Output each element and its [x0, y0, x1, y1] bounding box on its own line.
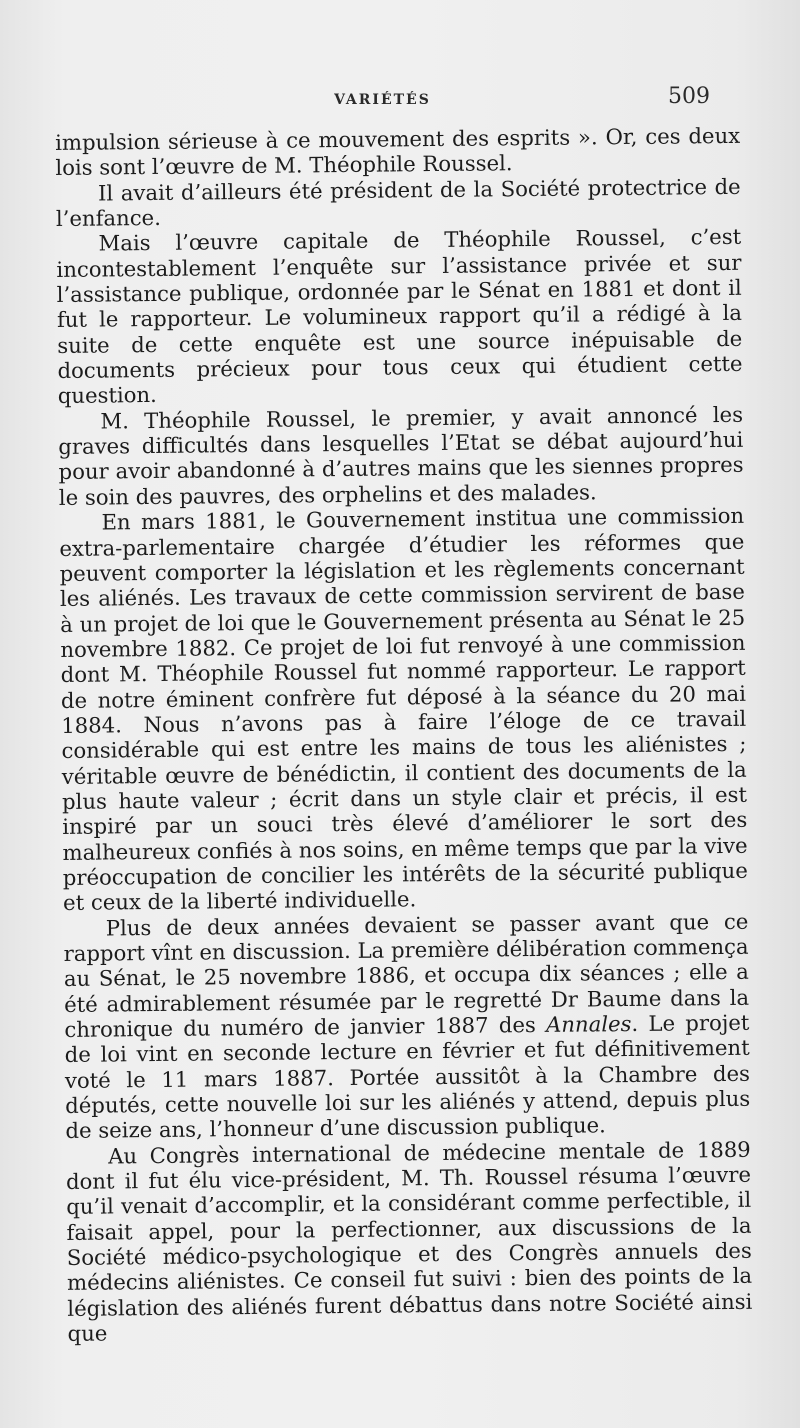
- paragraph-6: [63, 908, 750, 1143]
- page-number: 509: [668, 84, 710, 109]
- paragraph-2: Il avait d’ailleurs été président de la Société protectrice de l’enfance.: [55, 173, 741, 232]
- paragraph-1: impulsion sérieuse à ce mouvement des esprits ». Or, ces deux lois sont l’œuvre de M. Théophile Roussel.: [55, 122, 741, 181]
- running-head: VARIÉTÉS: [334, 92, 431, 108]
- paragraph-4: M. Théophile Roussel, le premier, y avait annoncé les graves difficultés dans lesquelles l’Etat se débat aujourd’hui pour avoir abandonné à d’autres mains que les siennes propres le soin des pauvres, des orphelins et des malades.: [58, 401, 744, 510]
- paragraph-3: Mais l’œuvre capitale de Théophile Roussel, c’est incontestablement l’enquête sur l’assistance privée et sur l’assistance publique, ordonnée par le Sénat en 1881 et dont il fut le rapporteur. Le volumineux rapport qu’il a rédigé à la suite de cette enquête est une source inépuisable de documents précieux pour tous ceux qui étudient cette question.: [56, 224, 743, 409]
- page-header: [55, 82, 710, 118]
- journal-title: Annales: [545, 1011, 632, 1037]
- paragraph-6-end: . Le projet de loi vint en seconde lecture en février et fut définitivement voté le 11 mars 1887. Portée aussitôt à la Chambre des députés, cette nouvelle loi sur les aliénés y attend, depuis plus de seize ans, l’honneur d’une discussion publique.: [64, 1009, 751, 1144]
- paragraph-7: Au Congrès international de médecine mentale de 1889 dont il fut élu vice-président, M. Th. Roussel résuma l’œuvre qu’il venait d’accomplir, et la considérant comme perfectible, il faisait appel, pour la perfectionner, aux discussions de la Société médico-psychologique et des Congrès annuels des médecins aliénistes. Ce conseil fut suivi : bien des points de la législation des aliénés furent débattus dans notre Société ainsi que: [65, 1136, 753, 1347]
- paragraph-5: En mars 1881, le Gouvernement institua une commission extra-parlementaire chargée d’étudier les réformes que peuvent comporter la législation et les règlements concernant les aliénés. Les travaux de cette commission servirent de base à un projet de loi que le Gouvernement présenta au Sénat le 25 novembre 1882. Ce projet de loi fut renvoyé à une commission dont M. Théophile Roussel fut nommé rapporteur. Le rapport de notre éminent confrère fut déposé à la séance du 20 mai 1884. Nous n’avons pas à faire l’éloge de ce travail considérable qui est entre les mains de tous les aliénistes ; véritable œuvre de bénédictin, il contient des documents de la plus haute valeur ; écrit dans un style clair et précis, il est inspiré par un souci très élevé d’améliorer le sort des malheureux confiés à nos soins, en même temps que par la vive préoccupation de concilier les intérêts de la sécurité publique et ceux de la liberté individuelle.: [59, 502, 748, 916]
- body-text: [55, 123, 753, 1347]
- paragraph-6-start: Plus de deux années devaient se passer avant que ce rapport vînt en discussion. La première délibération commença au Sénat, le 25 novembre 1886, et occupa dix séances ; elle a été admirablement résumée par le regretté Dr Baume dans la chronique du numéro de janvier 1887 des: [63, 908, 750, 1042]
